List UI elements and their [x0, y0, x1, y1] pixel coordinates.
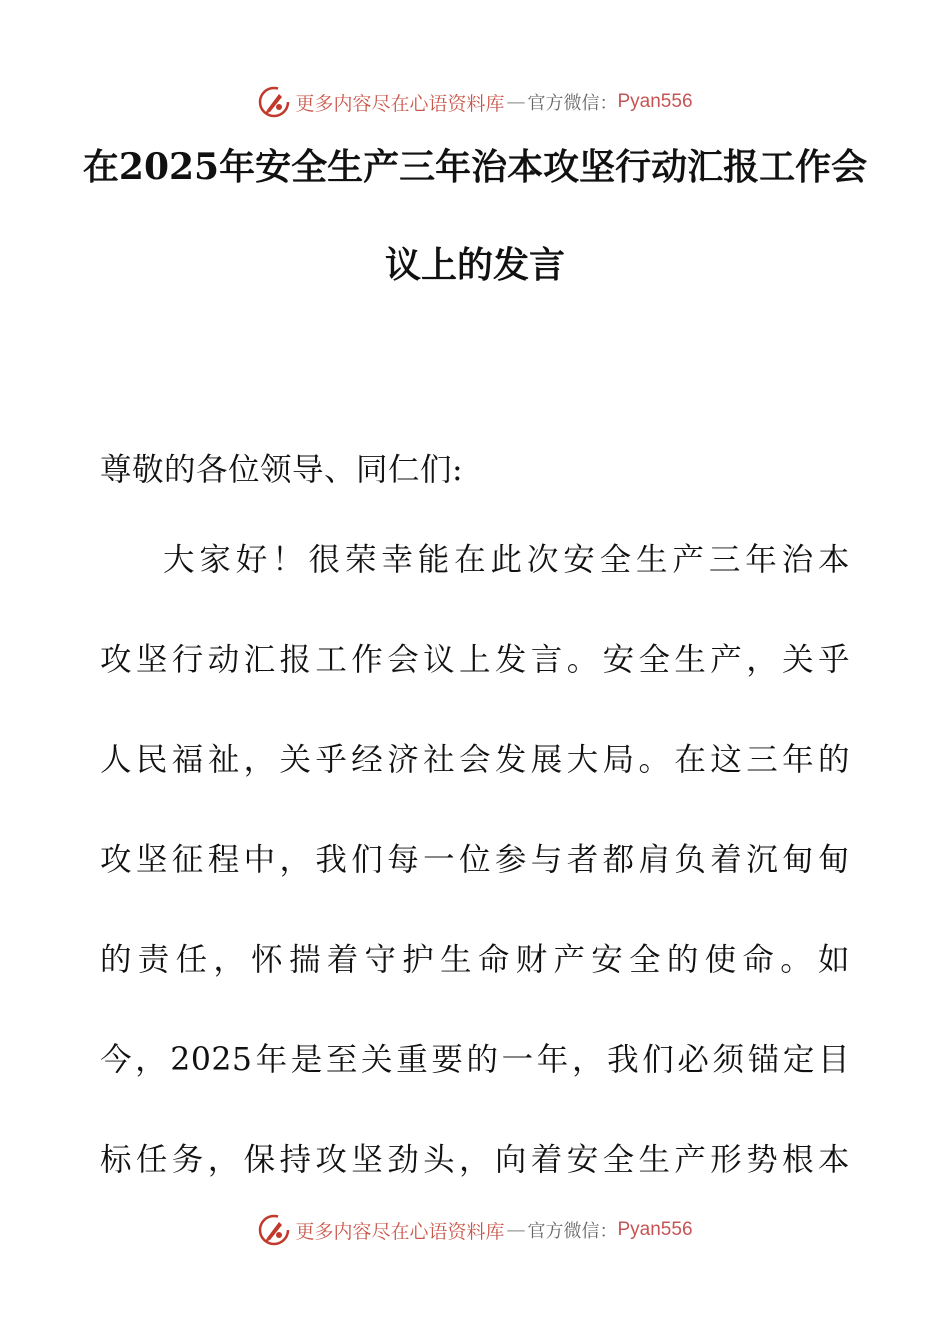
watermark-brand: 更多内容尽在心语资料库 — [295, 92, 505, 115]
watermark-official-label: 官方微信： — [527, 1221, 618, 1242]
watermark-brand: 更多内容尽在心语资料库 — [295, 1220, 505, 1243]
paragraph-line: 大家好！很荣幸能在此次安全生产三年治本 — [163, 542, 850, 578]
watermark-wechat-id: Pyan556 — [617, 91, 693, 112]
document-title-line-2: 议上的发言 — [384, 244, 565, 286]
watermark-footer — [0, 1210, 950, 1250]
paragraph-line: 的责任，怀揣着守护生命财产安全的使命。如 — [100, 942, 850, 978]
watermark-separator: — — [506, 1219, 526, 1241]
pen-circle-logo-icon — [257, 1213, 291, 1247]
paragraph-line: 攻坚征程中，我们每一位参与者都肩负着沉甸甸 — [100, 842, 850, 878]
document-title-line-1: 在2025年安全生产三年治本攻坚行动汇报工作会 — [82, 146, 868, 188]
watermark-header — [0, 82, 950, 122]
paragraph-line: 人民福祉，关乎经济社会发展大局。在这三年的 — [100, 742, 850, 778]
watermark-wechat-id: Pyan556 — [617, 1219, 693, 1240]
paragraph-line: 标任务，保持攻坚劲头，向着安全生产形势根本 — [100, 1142, 850, 1178]
pen-circle-logo-icon — [257, 85, 291, 119]
watermark-separator: — — [506, 91, 526, 113]
paragraph-line: 攻坚行动汇报工作会议上发言。安全生产，关乎 — [100, 642, 850, 678]
paragraph-line: 今，2025年是至关重要的一年，我们必须锚定目 — [100, 1042, 850, 1078]
salutation: 尊敬的各位领导、同仁们: — [100, 452, 464, 488]
watermark-official-label: 官方微信： — [527, 93, 618, 114]
